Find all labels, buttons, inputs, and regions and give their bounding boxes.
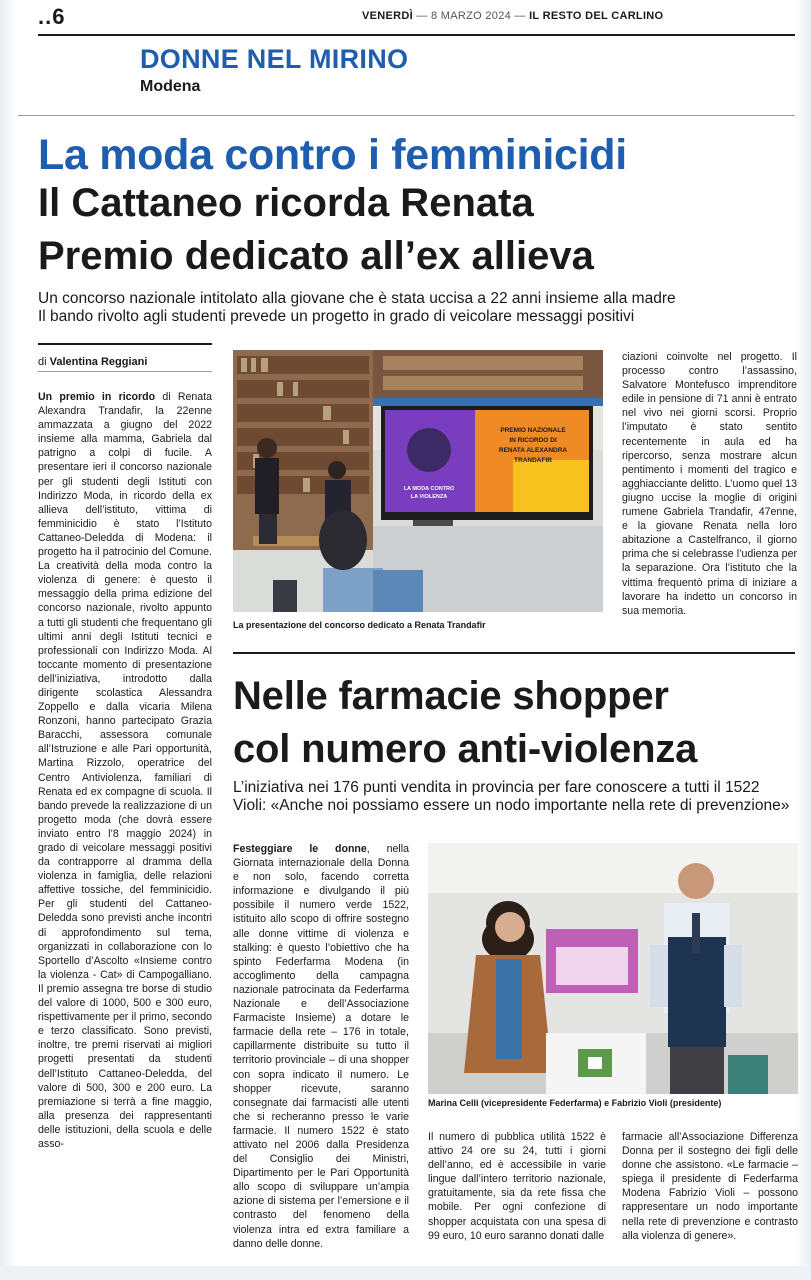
article2-body-column2: Il numero di pubblica utilità 1522 è attivo 24 ore su 24, tutti i giorni dell’anno, ed è accessibile in varie lingue dall’intero territorio nazionale, gratuitamente, sia da rete fissa che mobile. Per ogni confezione di shopper acquistata con una spesa di 99 euro, 10 euro saranno donati dalle — [428, 1131, 606, 1242]
article1-body-column2: ciazioni coinvolte nel progetto. Il processo contro l’assassino, Salvatore Montefusco imprenditore edile in pensione di 71 anni è entrato nel vivo nei giorni scorsi. Proprio l’imputato è stato sentito recentemente in aula ed ha ripercorso, senza mostrare alcun pentimento i momenti del tragico e agghiacciante delitto. L’uomo quel 13 giugno uccise la moglie di origini rumene Gabriela Trandafir, 47enne, e la giovane Renata nella loro abitazione a Castelfranco, il giorno prima che si celebrasse l’udienza per la separazione. Ora l’istituto che la vittima frequentò prima di iniziare a lavorare ha indetto un concorso in sua memoria. — [622, 351, 797, 617]
section-rule — [18, 115, 795, 116]
header-date: — 8 MARZO 2024 — — [416, 10, 526, 22]
article1-body-column1 — [38, 390, 212, 1262]
header-newspaper: IL RESTO DEL CARLINO — [529, 10, 664, 22]
article2-lead: Festeggiare le donne — [233, 843, 367, 855]
article2-rule — [233, 652, 795, 654]
article1-headline-line2: Premio dedicato all’ex allieva — [38, 234, 594, 278]
article2-headline-line2: col numero anti-violenza — [233, 727, 698, 771]
byline-rule-bottom — [38, 371, 212, 372]
article1-subhead-line1: Un concorso nazionale intitolato alla giovane che è stata uccisa a 22 anni insieme alla madre — [38, 290, 676, 307]
svg-text:TRANDAFIR: TRANDAFIR — [514, 457, 552, 464]
article1-lead: Un premio in ricordo — [38, 391, 156, 403]
svg-text:IN RICORDO DI: IN RICORDO DI — [509, 437, 557, 444]
article2-body-column1 — [233, 842, 409, 1262]
scan-margin-left — [0, 0, 18, 1280]
article1-kicker: La moda contro i femminicidi — [38, 131, 627, 179]
article2-headline-line1: Nelle farmacie shopper — [233, 674, 669, 718]
header-day: VENERDÌ — [362, 10, 413, 22]
article2-subhead-line1: L’iniziativa nei 176 punti vendita in provincia per fare conoscere a tutti il 1522 — [233, 779, 760, 796]
section-title: DONNE NEL MIRINO — [140, 44, 409, 74]
library-presentation-photo — [233, 350, 603, 612]
svg-text:LA MODA CONTRO: LA MODA CONTRO — [403, 486, 455, 492]
article2-body-column3: farmacie all’Associazione Differenza Donna per il sostegno dei figli delle donne che assistono. «Le farmacie – spiega il presidente di Federfarma Modena Fabrizio Violi – possono rappresentare un nodo importante nella rete di prevenzione e contrasto alla violenza di genere». — [622, 1131, 798, 1242]
svg-text:RENATA ALEXANDRA: RENATA ALEXANDRA — [498, 447, 568, 454]
scan-margin-bottom — [0, 1266, 811, 1280]
page-number: ..6 — [38, 4, 66, 29]
article1-headline-line1: Il Cattaneo ricorda Renata — [38, 181, 534, 225]
header-rule — [38, 34, 795, 36]
byline-author: Valentina Reggiani — [49, 356, 148, 368]
running-header — [362, 10, 663, 22]
article2-subhead-line2: Violi: «Anche noi possiamo essere un nodo importante nella rete di prevenzione» — [233, 797, 790, 814]
byline — [38, 356, 147, 368]
section-city: Modena — [140, 78, 201, 95]
article2-photo — [428, 843, 798, 1094]
article1-photo — [233, 350, 603, 612]
svg-text:LA VIOLENZA: LA VIOLENZA — [410, 494, 448, 500]
article2-body-text: , nella Giornata internazionale della Donna e non solo, facendo corretta informazione e divulgando il più possibile il numero verde 1522, istituito allo scopo di offrire sostegno alle donne vittime di violenza e stalking: è questo l’obiettivo che ha spinto Federfarma Modena (in accoglimento della campagna nazionale patrocinata da Federfarma Nazionale e dell’Associazione Farmaciste Insieme) a dotare le farmacie della rete – 176 in totale, capillarmente distribuite su tutto il territorio provinciale – di una shopper con sopra indicato il numero. Le shopper ricevute, saranno consegnate dai farmacisti alle utenti che si recheranno presso le varie farmacie. Il numero 1522 è stato attivato nel 2006 dalla Presidenza del Consiglio dei Ministri, Dipartimento per le Pari Opportunità allo scopo di sviluppare un’ampia azione di sistema per l’emersione e il contrasto del fenomeno della violenza intra ed extra familiare a danno delle donne. — [233, 843, 409, 1250]
byline-prefix: di — [38, 356, 47, 368]
screen-title-text: PREMIO NAZIONALE — [500, 427, 566, 434]
article1-photo-caption: La presentazione del concorso dedicato a Renata Trandafir — [233, 620, 486, 630]
article1-subhead-line2: Il bando rivolto agli studenti prevede un progetto in grado di veicolare messaggi positivi — [38, 308, 635, 325]
article1-body-text: di Renata Alexandra Trandafir, la 22enne ammazzata a giugno del 2022 insieme alla mamma, Gabriela dal patrigno a colpi di fucile. A presentare ieri il concorso nazionale per gli studenti degli Istituti con Indirizzo Moda, in ricordo della ex allieva dell’istituto, vittima di femminicidio è stato l’Istituto Cattaneo-Deledda di Modena: il progetto ha il patrocinio del Comune. La creatività della moda contro la violenza di genere: è questo il messaggio della prima edizione del concorso nazionale, rivolto appunto a tutti gli studenti che frequentano gli ultimi anni degli Istituti tecnici e professionali con Indirizzo Moda. Al toccante momento di presentazione dell’iniziativa, introdotto dalla dirigente scolastica Alessandra Zoppello e dalla vicaria Milena Ronzoni, hanno partecipato Grazia Baracchi, assessora comunale all’Istruzione e alle Pari opportunità, Martina Rizzolo, operatrice del Centro Antiviolenza, familiari di Renata ed ex compagne di scuola. Il bando prevede la realizzazione di un progetto moda (che dovrà essere inviato entro l’8 maggio 2024) in grado di veicolare messaggi positivi da contrapporre al dramma della violenza in famiglia, delle relazioni affettive tossiche, del femminicidio. Per gli studenti del Cattaneo-Deledda sono previsti anche incontri di approfondimento sul tema, organizzati in collaborazione con lo Sportello d’Ascolto «Insieme contro la violenza - Cat» di Campogalliano. Il premio assegna tre borse di studio del valore di 1000, 500 e 300 euro, rispettivamente per il primo, secondo e terzo classificato. Sono previsti, inoltre, tre premi riservati ai migliori progetti presentati da studenti dell’Istituto Cattaneo-Deledda, del valore di 500, 300 e 200 euro. La premiazione si terrà a fine maggio, alla presenza dei rappresentanti delle istituzioni, della scuola e delle asso- — [38, 391, 212, 1150]
pharmacy-shopper-photo — [428, 843, 798, 1094]
byline-rule-top — [38, 343, 212, 345]
article2-photo-caption: Marina Celli (vicepresidente Federfarma) e Fabrizio Violi (presidente) — [428, 1098, 722, 1108]
